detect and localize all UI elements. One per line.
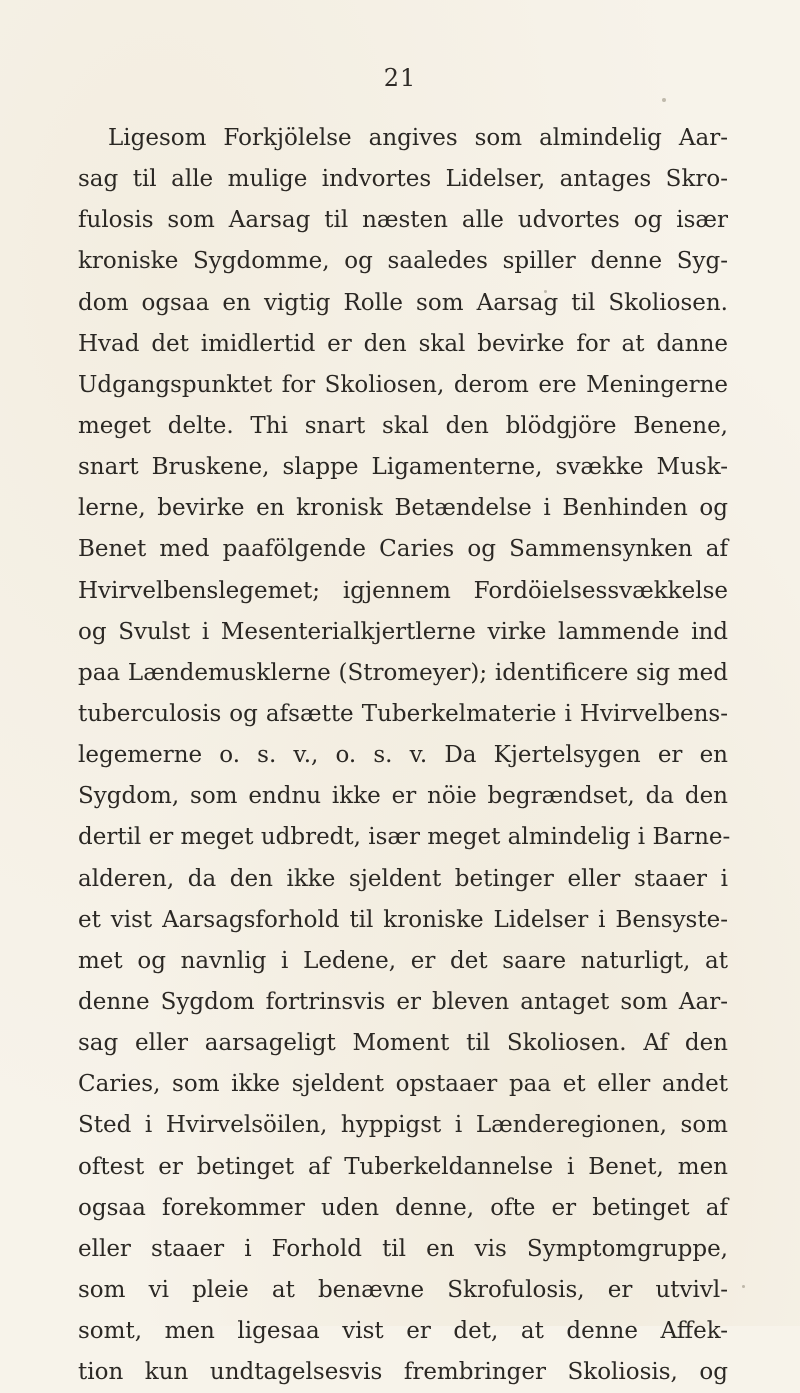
text-line: sag eller aarsageligt Moment til Skoliosen. Af den — [78, 1030, 728, 1057]
text-line: og Svulst i Mesenterialkjertlerne virke lammende ind — [78, 618, 728, 645]
text-line: Sygdom, som endnu ikke er nöie begrændset, da den — [78, 783, 728, 810]
text-line: sag til alle mulige indvortes Lidelser, antages Skro- — [78, 166, 728, 193]
text-line: alderen, da den ikke sjeldent betinger eller staaer i — [78, 865, 728, 892]
paper-speck — [742, 1285, 745, 1288]
text-line: tuberculosis og afsætte Tuberkelmaterie i Hvirvelbens- — [78, 700, 728, 727]
text-line: meget delte. Thi snart skal den blödgjöre Benene, — [78, 412, 728, 439]
text-line: dertil er meget udbredt, især meget almindelig i Barne- — [78, 824, 731, 851]
text-line: Ligesom Forkjölelse angives som almindelig Aar- — [108, 125, 728, 151]
text-line: dom ogsaa en vigtig Rolle som Aarsag til Skoliosen. — [78, 289, 728, 316]
text-line: oftest er betinget af Tuberkeldannelse i Benet, men — [78, 1153, 728, 1180]
paper-speck — [662, 98, 666, 102]
text-line: denne Sygdom fortrinsvis er bleven antaget som Aar- — [78, 988, 728, 1015]
text-line: paa Lændemusklerne (Stromeyer); identificere sig med — [78, 659, 728, 686]
text-line: Hvad det imidlertid er den skal bevirke for at danne — [78, 330, 728, 357]
text-line: kroniske Sygdomme, og saaledes spiller denne Syg- — [78, 248, 728, 275]
text-line: Caries, som ikke sjeldent opstaaer paa et eller andet — [78, 1071, 728, 1098]
text-line: Udgangspunktet for Skoliosen, derom ere Meningerne — [78, 371, 728, 398]
text-line: Benet med paafölgende Caries og Sammensynken af — [78, 536, 728, 563]
text-line: fulosis som Aarsag til næsten alle udvortes og især — [78, 207, 728, 234]
text-line: eller staaer i Forhold til en vis Symptomgruppe, — [78, 1235, 728, 1262]
text-line: lerne, bevirke en kronisk Betændelse i Benhinden og — [78, 495, 728, 522]
page-number: 21 — [383, 64, 417, 92]
text-line: Sted i Hvirvelsöilen, hyppigst i Lænderegionen, som — [78, 1112, 728, 1139]
text-line: som vi pleie at benævne Skrofulosis, er utvivl- — [78, 1276, 728, 1303]
text-line: somt, men ligesaa vist er det, at denne Affek- — [78, 1318, 728, 1345]
paper-speck — [544, 290, 547, 293]
body-paragraph — [78, 118, 731, 1393]
text-line: tion kun undtagelsesvis frembringer Skoliosis, og — [78, 1359, 728, 1386]
text-line: Hvirvelbenslegemet; igjennem Fordöielsessvækkelse — [78, 577, 728, 604]
text-line: snart Bruskene, slappe Ligamenterne, svække Musk- — [78, 454, 728, 481]
text-line: et vist Aarsagsforhold til kroniske Lidelser i Bensyste- — [78, 906, 728, 933]
text-line: ogsaa forekommer uden denne, ofte er betinget af — [78, 1194, 728, 1221]
text-line: legemerne o. s. v., o. s. v. Da Kjertelsygen er en — [78, 742, 728, 769]
text-line: met og navnlig i Ledene, er det saare naturligt, at — [78, 947, 728, 974]
